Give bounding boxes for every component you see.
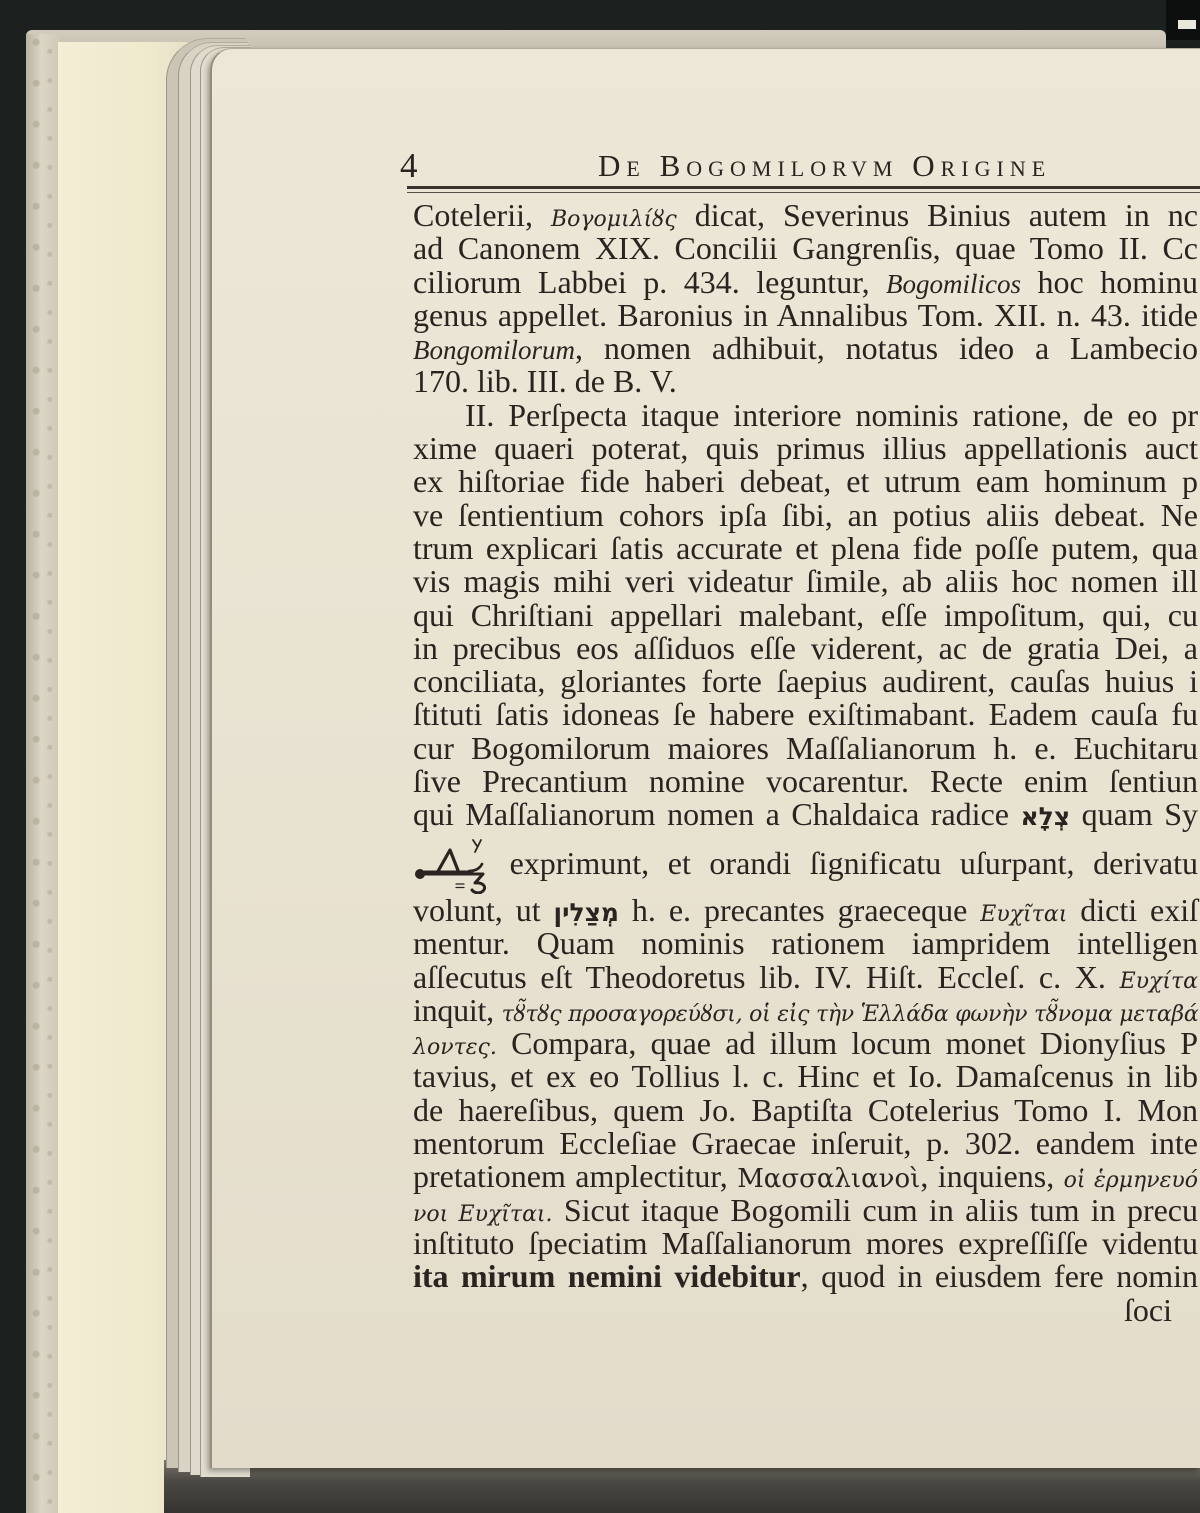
latin-text: in precibus eos aſſiduos eſſe viderent, ac de gratia Dei, a [413,629,1198,666]
text-line [413,958,1198,995]
hebrew-text: צְלָא [1020,802,1071,832]
text-line [413,1260,1198,1293]
latin-text: mentur. Quam nominis rationem iampridem intelligen [413,925,1198,962]
latin-text: genus appellet. Baronius in Annalibus Tom. XII. n. 43. itide [413,296,1198,333]
text-line [413,332,1198,365]
latin-text: , inquiens, [920,1158,1064,1195]
text-line [413,1027,1198,1060]
latin-text: ve ſentientium cohors ipſa ſibi, an potius aliis debeat. Ne [413,496,1198,533]
latin-text: exprimunt, et orandi ſignificatu uſurpant, derivatu [491,844,1198,881]
text-line [413,991,1199,1028]
text-line [413,927,1198,960]
catchword: ſoci [1124,1292,1172,1328]
text-line-content [413,1224,1198,1261]
book-board-edge [26,34,60,1513]
text-line [413,296,1198,333]
latin-text: inſtituto ſpeciatim Maſſalianorum mores expreſſiſſe videntu [413,1224,1198,1261]
text-line [413,1091,1198,1128]
latin-text: de haereſibus, quem Jo. Baptiſta Cotelerius Tomo I. Mon [413,1091,1198,1128]
latin-text: ex hiſtoriae fide haberi debeat, et utrum eam hominum p [413,463,1198,500]
header-rule [407,186,1200,189]
text-line-content [413,958,1198,998]
text-line [413,665,1198,698]
greek-text: Ευχίτα [1119,968,1198,994]
text-line-content [413,596,1198,633]
text-line [413,798,1198,831]
text-line [413,891,1199,928]
text-line [413,565,1198,598]
greek-text: τȣ̃τȣς προσαγορεύȣσι, οἱ εἰς τὴν Ἑλλάδα φωνὴν τȣ̃νομα μεταβά [501,1001,1199,1027]
body-text [413,199,1199,1294]
text-line-content [413,432,1198,465]
running-title: De Bogomilorvm Origine [598,148,1052,183]
text-line [413,1060,1198,1093]
text-line [413,1160,1198,1193]
greek-text: Μασσαλιανοὶ [737,1164,921,1195]
text-line-content [413,1260,1198,1293]
text-line-content [413,1127,1198,1160]
greek-text: λοντες. [413,1035,497,1061]
italic-latin-text: Bongomilorum [413,335,575,366]
latin-text: , quod in eiusdem fere nomin [800,1258,1198,1295]
italic-latin-text: Bogomilicos [886,268,1022,299]
text-line [413,432,1198,465]
latin-text: qui Maſſalianorum nomen a Chaldaica radice [413,796,1021,833]
text-line [413,365,1198,398]
text-line-content [413,365,677,398]
latin-text: ſtituti ſatis idoneas ſe habere exiſtimabant. Eadem cauſa fu [413,696,1198,733]
text-line [413,596,1198,633]
text-line-content [413,1091,1198,1128]
page-number: 4 [400,146,418,185]
text-line [413,832,1198,894]
text-line [413,729,1198,766]
text-line-content [413,332,1198,367]
text-line [413,698,1198,731]
text-line-content [413,565,1198,598]
latin-text: mentorum Eccleſiae Graecae inſeruit, p. 302. eandem inte [413,1125,1198,1162]
latin-text: volunt, ut [413,891,554,928]
text-line-content [413,729,1198,766]
latin-text: trum explicari ſatis accurate et plena fide poſſe putem, qua [413,529,1198,566]
greek-text: Ευχῖται [980,901,1068,927]
header-rule-thin [407,192,1200,193]
text-line-content [413,232,1198,265]
text-line-content [413,927,1198,960]
text-line [413,496,1198,533]
latin-text: , nomen adhibuit, notatus ideo a Lambecio [575,330,1198,367]
latin-text: dicat, Severinus Binius autem in nc [676,197,1198,233]
latin-text: hoc hominu [1021,263,1198,300]
text-line-content [413,1060,1198,1093]
text-line-content [413,629,1198,666]
latin-text: 170. lib. III. de B. V. [413,363,677,400]
text-line-content [413,765,1198,798]
latin-text: tavius, et ex eo Tollius l. c. Hinc et Io. Damaſcenus in lib [413,1058,1198,1095]
text-line [413,1191,1199,1228]
text-line-content [413,296,1198,333]
latin-text: ciliorum Labbei p. 434. leguntur, [413,263,887,300]
text-line [413,232,1198,265]
text-line [413,765,1198,798]
text-line-content [413,465,1198,498]
greek-text: οἱ ἑρμηνευό [1063,1168,1199,1194]
latin-text: ad Canonem XIX. Concilii Gangrenſis, quae Tomo II. Cc [413,230,1198,267]
greek-text: Βογομιλίȣς [550,207,677,232]
text-line-content [413,665,1198,698]
text-line [413,629,1198,666]
latin-text: h. e. precantes graeceque [619,891,981,928]
bold-latin-text: ita mirum nemini videbitur [413,1258,801,1295]
text-line [413,1224,1198,1261]
latin-text: Compara, quae ad illum locum monet Dionyſius P [496,1025,1198,1062]
text-line [413,1127,1198,1160]
text-line [413,396,1198,433]
latin-text: inquit, [413,991,502,1028]
text-line [413,465,1198,498]
latin-text: cur Bogomilorum maiores Maſſalianorum h. e. Euchitaru [413,729,1198,766]
text-line-content [413,263,1198,301]
hebrew-text: מְצַלִין [553,897,619,927]
latin-text: ſive Precantium nomine vocarentur. Recte enim ſentiun [413,763,1198,800]
text-line-content [465,396,1198,433]
latin-text: quam Sy [1070,796,1198,833]
latin-text: xime quaeri poterat, quis primus illius appellationis auct [413,430,1198,467]
text-line-content [413,698,1198,731]
text-line [413,529,1198,566]
latin-text: Sicut itaque Bogomili cum in aliis tum in precu [552,1191,1199,1228]
latin-text: Cotelerii, [413,197,551,233]
greek-text: νοι Ευχῖται. [413,1201,553,1227]
text-line-content [413,798,1198,833]
text-line-content [413,529,1198,566]
latin-text: vis magis mihi veri videatur ſimile, ab aliis hoc nomen ill [413,563,1198,600]
latin-text: dicti exiſ [1067,891,1199,928]
latin-text: II. Perſpecta itaque interiore nominis ratione, de eo pr [465,396,1198,433]
latin-text: qui Chriſtiani appellari malebant, eſſe impoſitum, qui, cu [413,596,1198,633]
text-line-content [413,496,1198,533]
text-line [413,199,1198,232]
latin-text: conciliata, gloriantes forte ſaepius audirent, cauſas huius i [413,663,1198,700]
latin-text: aſſecutus eſt Theodoretus lib. IV. Hiſt. Eccleſ. c. X. [413,958,1120,995]
scan-marker-light [1178,20,1196,29]
text-line-content [413,832,1198,895]
latin-text: pretationem amplectitur, [413,1158,738,1195]
text-line [413,263,1198,300]
syriac-word-glyph [413,838,491,894]
